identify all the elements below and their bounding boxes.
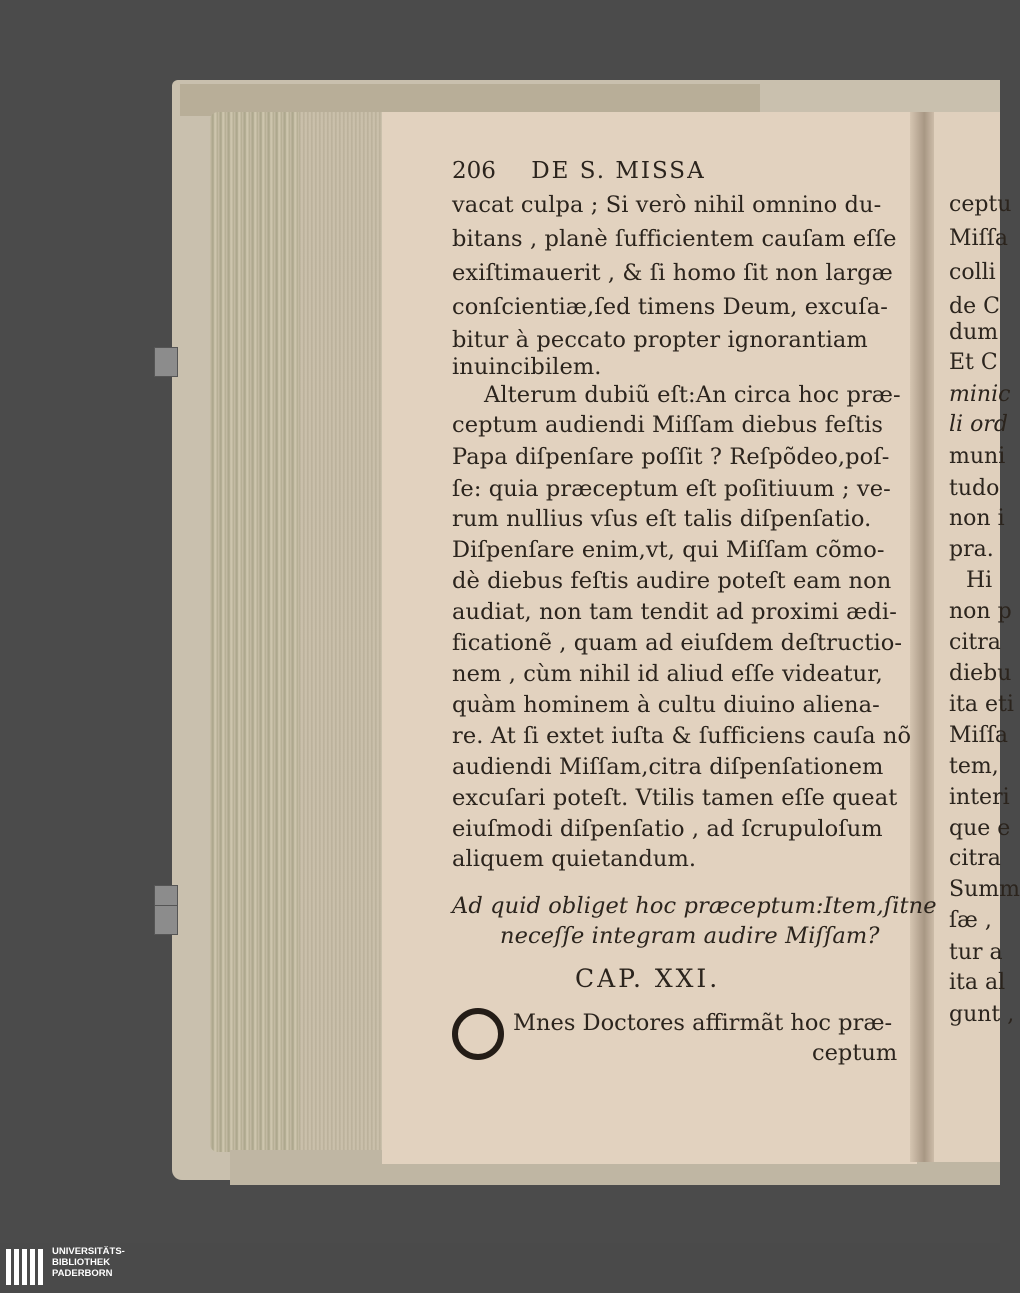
book-gutter	[910, 112, 936, 1162]
right-text-line: Et C	[949, 350, 998, 375]
text-line: Diſpenſare enim,vt, qui Miſſam cõmo-	[452, 537, 885, 563]
catchword: ceptum	[812, 1040, 898, 1066]
text-line: quàm hominem à cultu diuino aliena-	[452, 692, 880, 718]
text-line: dè diebus feſtis audire poteſt eam non	[452, 568, 892, 594]
right-text-line: tem,	[949, 754, 999, 779]
text-line: bitur à peccato propter ignorantiam	[452, 327, 868, 353]
right-text-line: ſæ ,	[949, 908, 992, 933]
text-line: audiat, non tam tendit ad proximi ædi-	[452, 599, 897, 625]
right-text-line: tudo	[949, 476, 1000, 501]
text-line: Papa diſpenſare poſſit ? Reſpõdeo,poſ-	[452, 444, 890, 470]
right-text-line: ita al	[949, 970, 1006, 995]
right-text-line: interi	[949, 785, 1010, 810]
text-line: aliquem quietandum.	[452, 846, 697, 872]
right-text-line: gunt ,	[949, 1002, 1015, 1027]
initial-o-icon	[452, 1008, 504, 1060]
chapter-heading-line: neceſſe integram audire Miſſam?	[500, 923, 880, 949]
text-line: re. At ſi extet iuſta & ſufficiens cauſa nõ	[452, 723, 912, 749]
text-line: inuincibilem.	[452, 354, 602, 380]
right-text-line: Hi	[966, 568, 993, 593]
clasp-icon	[154, 905, 178, 935]
right-text-line: citra	[949, 846, 1001, 871]
right-text-line: minic	[949, 382, 1011, 407]
right-text-line: Summ	[949, 877, 1020, 902]
text-line: ceptum audiendi Miſſam diebus feſtis	[452, 412, 884, 438]
text-line: ficationẽ , quam ad eiuſdem deſtructio-	[452, 630, 903, 656]
chapter-first-line: Mnes Doctores affirmãt hoc præ-	[513, 1010, 893, 1036]
text-line: excuſari poteſt. Vtilis tamen eſſe queat	[452, 785, 898, 811]
right-text-line: Miſſa	[949, 226, 1008, 251]
text-line: vacat culpa ; Si verò nihil omnino du-	[452, 192, 882, 218]
running-head-title: DE S. MISSA	[531, 158, 706, 184]
library-logo-text	[52, 1246, 125, 1279]
right-text-line: que e	[949, 816, 1011, 841]
right-text-line: li ord	[949, 412, 1008, 437]
right-text-line: non p	[949, 599, 1012, 624]
running-head	[452, 158, 706, 184]
right-text-line: diebu	[949, 661, 1012, 686]
clasp-icon	[154, 347, 178, 377]
right-text-line: ita eti	[949, 692, 1014, 717]
text-line: eiuſmodi diſpenſatio , ad ſcrupuloſum	[452, 816, 883, 842]
text-line: Alterum dubiũ eſt:An circa hoc præ-	[484, 382, 901, 408]
right-text-line: ceptu	[949, 192, 1012, 217]
chapter-heading-line: Ad quid obliget hoc præceptum:Item,ſitne	[452, 893, 937, 919]
text-line: conſcientiæ,ſed timens Deum, excuſa-	[452, 294, 888, 320]
right-text-line: dum	[949, 320, 999, 345]
logo-line: PADERBORN	[52, 1268, 113, 1279]
right-text-line: de C	[949, 294, 1000, 319]
text-line: bitans , planè ſufficientem cauſam eſſe	[452, 226, 897, 252]
text-line: nem , cùm nihil id aliud eſſe videatur,	[452, 661, 883, 687]
right-text-line: colli	[949, 260, 996, 285]
right-text-line: pra.	[949, 537, 994, 562]
right-text-line: tur a	[949, 940, 1003, 965]
text-line: ſe: quia præceptum eſt poſitiuum ; ve-	[452, 476, 891, 502]
text-line: rum nullius vſus eſt talis diſpenſatio.	[452, 506, 872, 532]
page-edges-shade	[300, 112, 385, 1152]
library-logo-icon	[6, 1249, 44, 1285]
logo-line: BIBLIOTHEK	[52, 1257, 111, 1268]
footer-bar	[0, 1243, 1000, 1293]
right-text-line: citra	[949, 630, 1001, 655]
chapter-number: CAP. XXI.	[575, 964, 721, 993]
logo-line: UNIVERSITÄTS-	[52, 1246, 125, 1257]
right-text-line: muni	[949, 444, 1006, 469]
right-text-line: non i	[949, 506, 1005, 531]
text-line: audiendi Miſſam,citra diſpenſationem	[452, 754, 884, 780]
right-text-line: Miſſa	[949, 723, 1008, 748]
text-line: exiſtimauerit , & ſi homo ſit non largæ	[452, 260, 893, 286]
page-number: 206	[452, 158, 496, 184]
